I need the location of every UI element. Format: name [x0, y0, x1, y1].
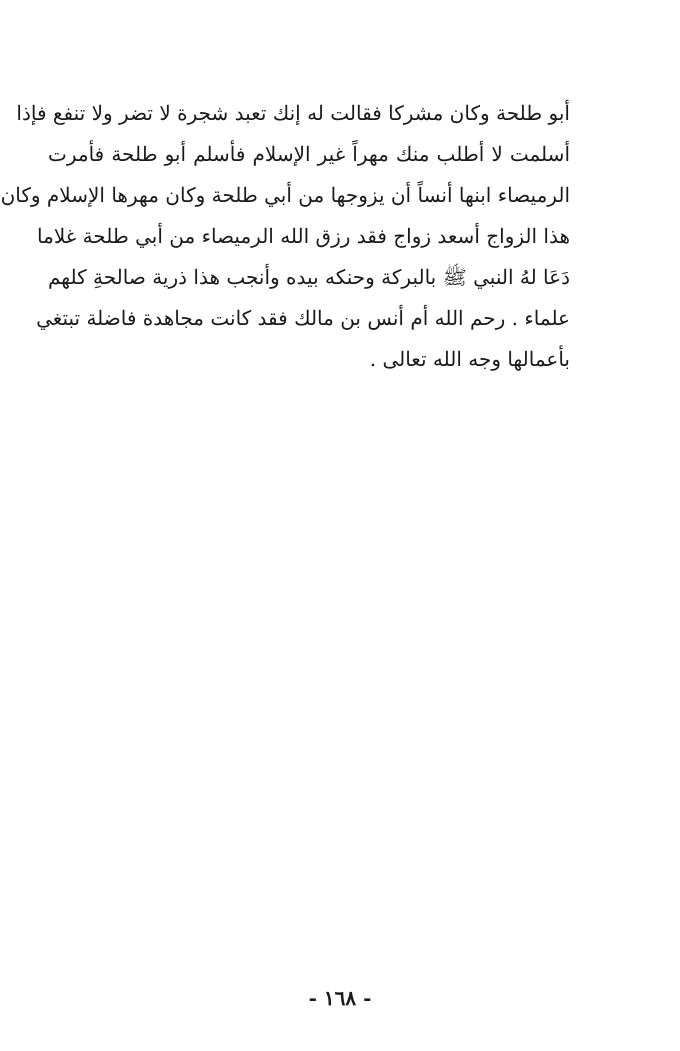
paragraph-line-5: دَعَا لهُ النبي ﷺ بالبركة وحنكه بيده وأنجب هذا ذرية صالحةِ كلهم	[48, 265, 570, 289]
paragraph-line-6: علماء . رحم الله أم أنس بن مالك فقد كانت مجاهدة فاضلة تبتغي	[36, 306, 570, 330]
paragraph-line-1: أبو طلحة وكان مشركا فقالت له إنك تعبد شجرة لا تضر ولا تنفع فإذا	[16, 101, 570, 125]
paragraph-line-3: الرميصاء ابنها أنساً أن يزوجها من أبي طلحة وكان مهرها الإسلام وكان	[0, 183, 570, 207]
body-paragraph	[0, 93, 570, 380]
paragraph-line-2: أسلمت لا أطلب منك مهراً غير الإسلام فأسلم أبو طلحة فأمرت	[48, 142, 570, 166]
page-number: - ١٦٨ -	[308, 986, 372, 1010]
paragraph-line-4: هذا الزواج أسعد زواج فقد رزق الله الرميصاء من أبي طلحة غلاما	[37, 224, 570, 248]
paragraph-line-7: بأعمالها وجه الله تعالى .	[369, 347, 570, 371]
